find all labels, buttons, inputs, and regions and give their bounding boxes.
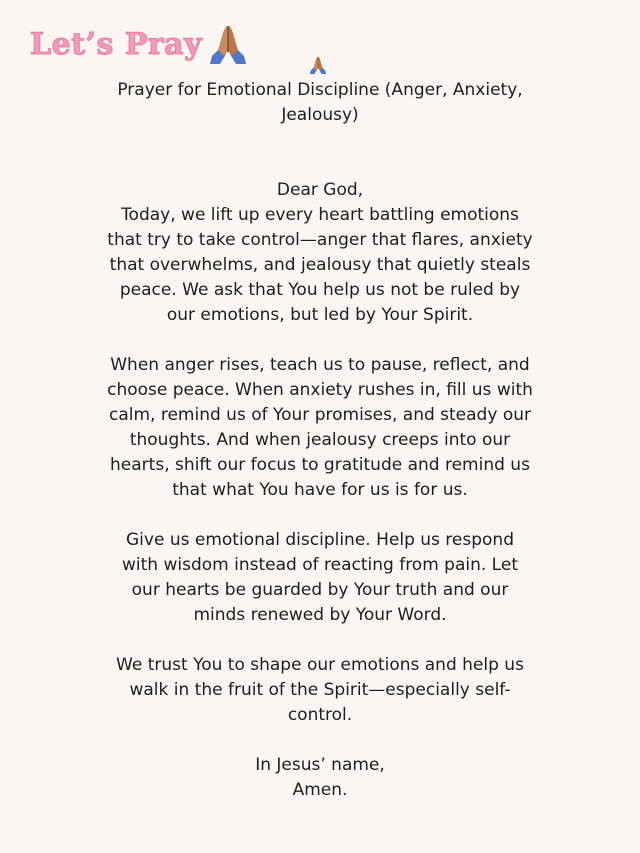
paragraph-line: peace. We ask that You help us not be ruled by — [119, 280, 521, 300]
paragraph-2 — [90, 353, 550, 503]
prayer-content — [90, 78, 550, 803]
paragraph-line: hearts, shift our focus to gratitude and remind us — [110, 455, 530, 475]
praying-hands-icon — [206, 22, 250, 66]
spacer — [90, 503, 550, 528]
prayer-title-line: Jealousy) — [281, 105, 359, 125]
closing-line: In Jesus’ name, — [255, 755, 385, 775]
paragraph-line: Give us emotional discipline. Help us respond — [126, 530, 514, 550]
paragraph-3 — [90, 528, 550, 628]
header — [30, 22, 250, 66]
brand-title: Let’s Pray — [30, 26, 203, 62]
closing — [90, 753, 550, 803]
spacer — [90, 128, 550, 178]
greeting-paragraph — [90, 178, 550, 328]
spacer — [90, 628, 550, 653]
paragraph-line: our hearts be guarded by Your truth and our — [131, 580, 509, 600]
paragraph-line: walk in the fruit of the Spirit—especially self- — [129, 680, 511, 700]
praying-hands-icon — [308, 55, 328, 75]
paragraph-line: minds renewed by Your Word. — [193, 605, 447, 625]
paragraph-line: with wisdom instead of reacting from pain. Let — [122, 555, 518, 575]
closing-line: Amen. — [292, 780, 348, 800]
paragraph-line: that what You have for us is for us. — [172, 480, 468, 500]
spacer — [90, 328, 550, 353]
paragraph-line: We trust You to shape our emotions and help us — [116, 655, 524, 675]
paragraph-line: that overwhelms, and jealousy that quietly steals — [109, 255, 531, 275]
paragraph-line: control. — [287, 705, 353, 725]
spacer — [90, 728, 550, 753]
paragraph-line: our emotions, but led by Your Spirit. — [166, 305, 474, 325]
paragraph-4 — [90, 653, 550, 728]
prayer-title-line: Prayer for Emotional Discipline (Anger, Anxiety, — [117, 80, 523, 100]
paragraph-line: that try to take control—anger that flares, anxiety — [107, 230, 533, 250]
paragraph-line: thoughts. And when jealousy creeps into our — [129, 430, 511, 450]
prayer-title — [90, 78, 550, 128]
paragraph-line: calm, remind us of Your promises, and steady our — [109, 405, 531, 425]
greeting: Dear God, — [276, 180, 364, 200]
paragraph-line: When anger rises, teach us to pause, reflect, and — [110, 355, 530, 375]
paragraph-line: choose peace. When anxiety rushes in, fill us with — [107, 380, 533, 400]
paragraph-line: Today, we lift up every heart battling emotions — [121, 205, 519, 225]
